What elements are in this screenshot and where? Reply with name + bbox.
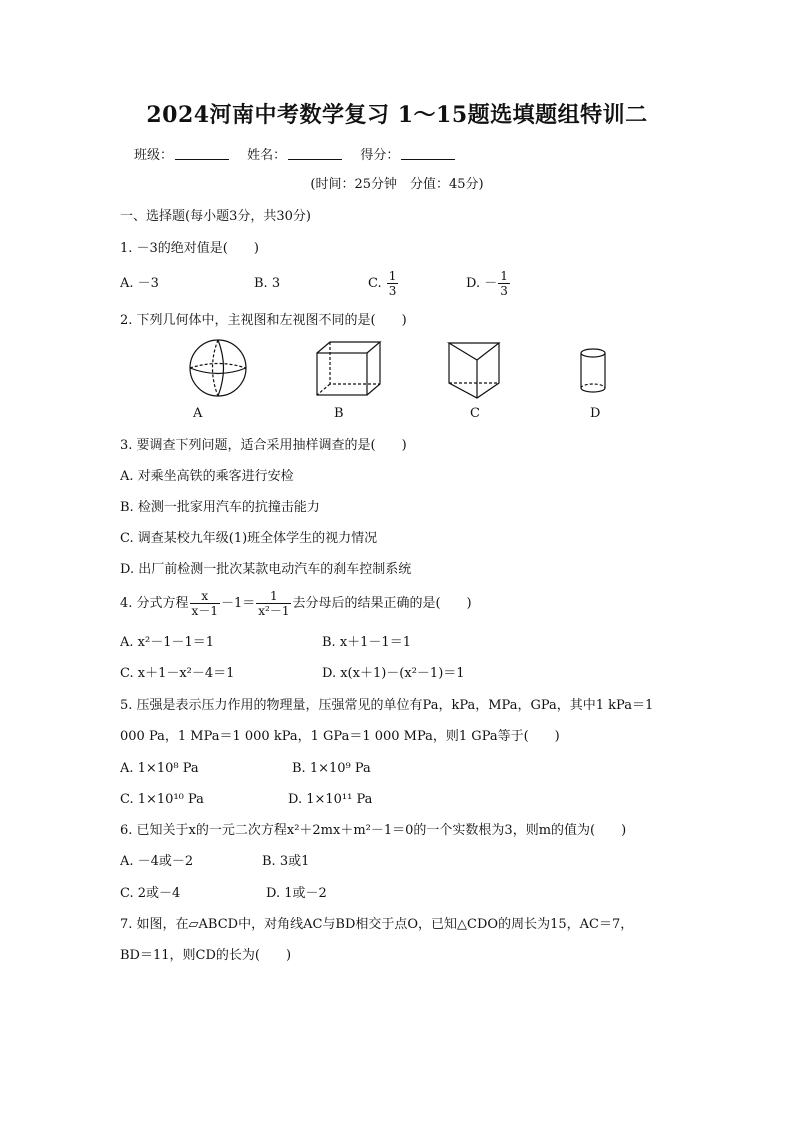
- q4-f2-denominator: x²－1: [258, 604, 290, 618]
- q4-prefix: 4. 分式方程: [120, 596, 189, 611]
- q1-option-a: A. －3: [120, 276, 159, 291]
- q4-option-a: A. x²－1－1＝1: [120, 635, 215, 650]
- q4-option-b: B. x＋1－1＝1: [322, 635, 411, 650]
- q7-stem-line2: BD＝11，则CD的长为( ): [120, 948, 292, 963]
- q1-stem: 1. －3的绝对值是( ): [120, 241, 259, 256]
- q6-option-a: A. －4或－2: [120, 854, 194, 869]
- q5-option-c: C. 1×10¹⁰ Pa: [120, 792, 204, 807]
- cube-figure: [312, 338, 384, 398]
- q6-stem: 6. 已知关于x的一元二次方程x²＋2mx＋m²－1＝0的一个实数根为3，则m的值为( ): [120, 823, 627, 838]
- q5-option-d: D. 1×10¹¹ Pa: [288, 792, 373, 807]
- figure-label-b: B: [334, 406, 344, 421]
- triangular-prism-figure: [444, 338, 504, 400]
- q3-option-d: D. 出厂前检测一批次某款电动汽车的刹车控制系统: [120, 562, 412, 577]
- q6-option-b: B. 3或1: [262, 854, 310, 869]
- q1-d-fraction: [498, 269, 510, 298]
- q5-option-a: A. 1×10⁸ Pa: [120, 761, 199, 776]
- q1-c-numerator: 1: [388, 269, 397, 283]
- name-blank: [288, 159, 342, 160]
- class-blank: [175, 159, 229, 160]
- q1-option-d: [466, 266, 511, 302]
- q1-c-prefix: C.: [368, 276, 382, 291]
- figure-label-c: C: [470, 406, 480, 421]
- q6-option-d: D. 1或－2: [266, 886, 327, 901]
- q5-stem-line2: 000 Pa，1 MPa＝1 000 kPa，1 GPa＝1 000 MPa，则1 GPa等于( ): [120, 729, 560, 744]
- student-info-row: [134, 147, 455, 165]
- q4-fraction-2: [256, 589, 291, 618]
- sphere-figure: [183, 335, 253, 401]
- q4-option-d: D. x(x＋1)－(x²－1)＝1: [322, 666, 465, 681]
- q4-middle: －1＝: [220, 596, 256, 611]
- q1-option-b: B. 3: [254, 276, 281, 291]
- q1-d-prefix: D. －: [466, 276, 498, 291]
- q3-option-c: C. 调查某校九年级(1)班全体学生的视力情况: [120, 531, 378, 546]
- name-label: 姓名：: [247, 148, 287, 163]
- figure-label-d: D: [590, 406, 601, 421]
- q1-c-fraction: [387, 269, 399, 298]
- q4-f1-denominator: x－1: [191, 604, 218, 618]
- q4-option-c: C. x＋1－x²－4＝1: [120, 666, 235, 681]
- q3-option-b: B. 检测一批家用汽车的抗撞击能力: [120, 500, 320, 515]
- q4-suffix: 去分母后的结果正确的是( ): [292, 596, 472, 611]
- q7-stem-line1: 7. 如图，在▱ABCD中，对角线AC与BD相交于点O，已知△CDO的周长为15，AC＝7，: [120, 917, 634, 932]
- q1-c-denominator: 3: [388, 284, 397, 298]
- cylinder-figure: [576, 345, 610, 397]
- q3-option-a: A. 对乘坐高铁的乘客进行安检: [120, 469, 294, 484]
- q5-option-b: B. 1×10⁹ Pa: [292, 761, 371, 776]
- q2-stem: 2. 下列几何体中，主视图和左视图不同的是( ): [120, 313, 407, 328]
- class-label: 班级：: [134, 148, 174, 163]
- q4-f2-numerator: 1: [256, 589, 291, 604]
- q6-option-c: C. 2或－4: [120, 886, 181, 901]
- figure-label-a: A: [193, 406, 203, 421]
- q4-f1-numerator: x: [190, 589, 220, 604]
- section-heading: 一、选择题(每小题3分，共30分): [120, 209, 311, 224]
- score-blank: [401, 159, 455, 160]
- q5-stem-line1: 5. 压强是表示压力作用的物理量，压强常见的单位有Pa，kPa，MPa，GPa，其中1 kPa＝1: [120, 698, 654, 713]
- time-note: (时间：25分钟 分值：45分): [310, 177, 484, 192]
- q1-option-c: [368, 266, 399, 302]
- q4-fraction-1: [190, 589, 220, 618]
- page-title: 2024河南中考数学复习 1～15题选填题组特训二: [146, 102, 648, 128]
- q1-d-denominator: 3: [500, 284, 508, 298]
- q4-stem: [120, 586, 472, 622]
- score-label: 得分：: [360, 148, 400, 163]
- q3-stem: 3. 要调查下列问题，适合采用抽样调查的是( ): [120, 438, 407, 453]
- q1-d-numerator: 1: [500, 269, 508, 283]
